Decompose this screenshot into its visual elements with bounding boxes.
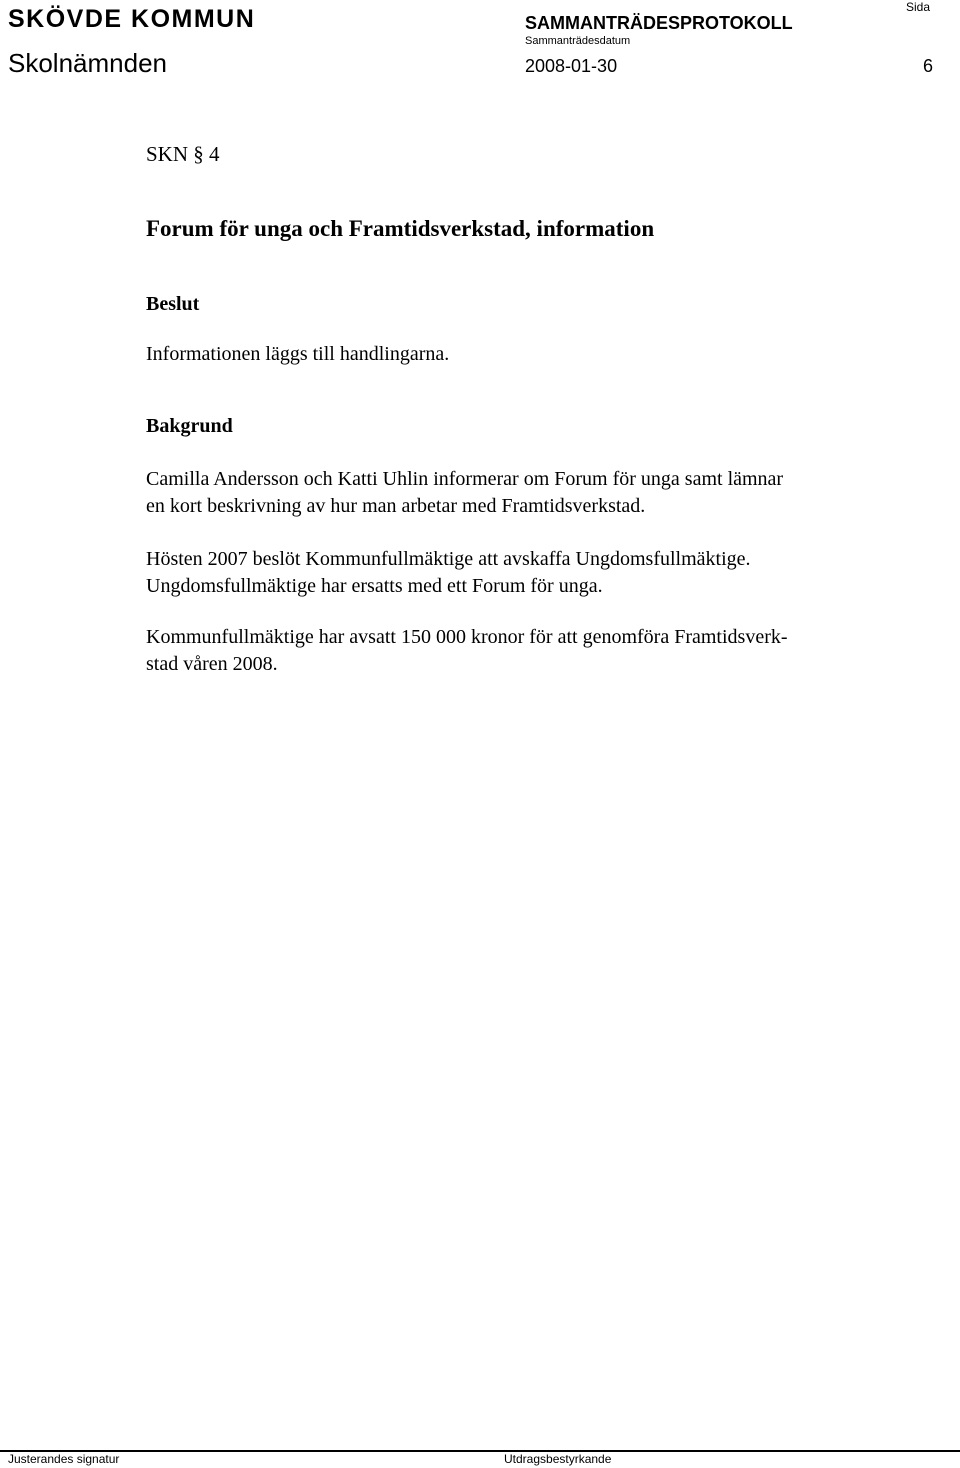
item-title: Forum för unga och Framtidsverkstad, information <box>146 216 655 241</box>
page-label: Sida <box>905 0 930 14</box>
footer-divider <box>0 1450 960 1452</box>
section-id: SKN § 4 <box>146 142 220 166</box>
paragraph-line: Hösten 2007 beslöt Kommunfullmäktige att avskaffa Ungdomsfullmäktige. <box>146 548 751 570</box>
meeting-date-label: Sammanträdesdatum <box>525 35 631 47</box>
paragraph-line: Camilla Andersson och Katti Uhlin informerar om Forum för unga samt lämnar <box>146 468 784 490</box>
background-paragraph <box>146 466 906 520</box>
background-paragraph <box>146 546 906 600</box>
paragraph-line: stad våren 2008. <box>146 653 278 675</box>
extract-certification-label: Utdragsbestyrkande <box>504 1452 612 1466</box>
adjuster-signature-label: Justerandes signatur <box>8 1452 120 1466</box>
paragraph-line: Ungdomsfullmäktige har ersatts med ett Forum för unga. <box>146 575 603 597</box>
background-paragraph <box>146 624 906 678</box>
document-type: SAMMANTRÄDESPROTOKOLL <box>525 13 793 33</box>
decision-text: Informationen läggs till handlingarna. <box>146 343 450 365</box>
committee-name: Skolnämnden <box>8 48 167 78</box>
paragraph-line: en kort beskrivning av hur man arbetar med Framtidsverkstad. <box>146 495 646 517</box>
municipality-logo: SKÖVDE KOMMUN <box>8 5 256 33</box>
decision-heading: Beslut <box>146 293 200 315</box>
page-number: 6 <box>922 56 933 76</box>
meeting-date: 2008-01-30 <box>525 56 618 76</box>
paragraph-line: Kommunfullmäktige har avsatt 150 000 kronor för att genomföra Framtidsverk- <box>146 626 788 648</box>
background-heading: Bakgrund <box>146 415 233 437</box>
